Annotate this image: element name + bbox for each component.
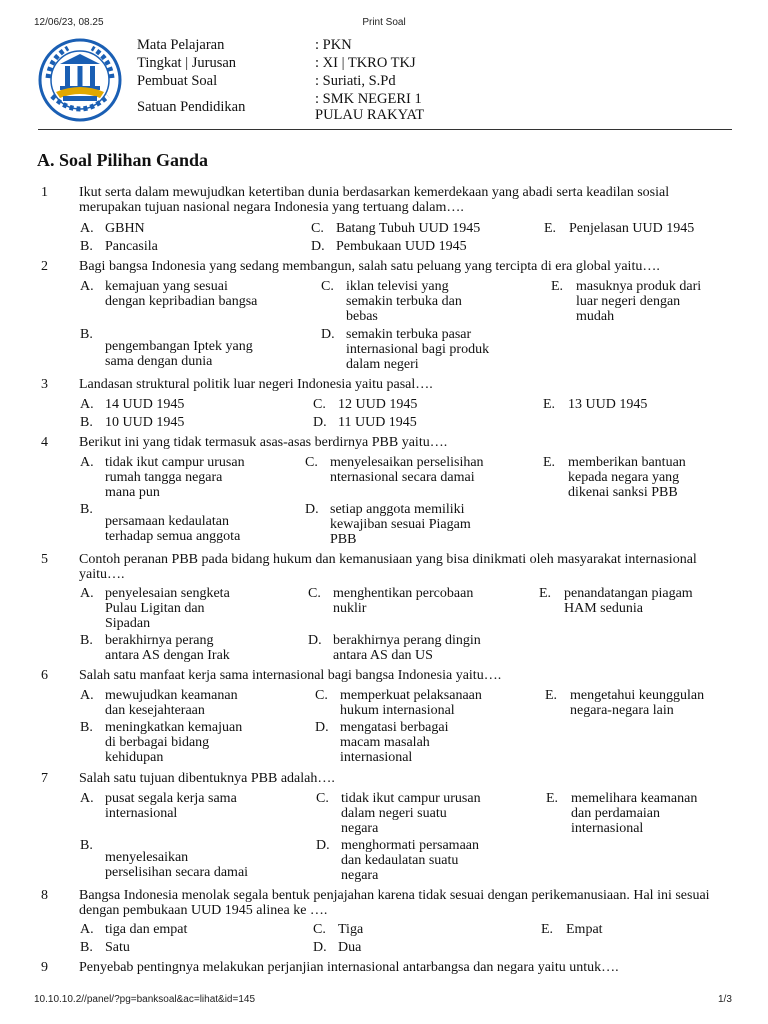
option-letter: A. [80,791,94,806]
question-number: 6 [41,668,48,683]
question-number: 1 [41,185,48,200]
option-text: mengatasi berbagai macam masalah internasional [340,720,449,765]
option-text: 11 UUD 1945 [338,415,417,430]
option-text: berakhirnya perang dingin antara AS dan US [333,633,481,663]
question-number: 7 [41,771,48,786]
option-letter: C. [311,221,324,236]
option-text: memberikan bantuan kepada negara yang dikenai sanksi PBB [568,455,686,500]
school-logo [38,38,122,122]
option-text: penandatangan piagam HAM sedunia [564,586,693,616]
question-text: Contoh peranan PBB pada bidang hukum dan kemanusiaan yang bisa dinikmati oleh masyarakat internasional yaitu…. [79,552,697,582]
option-letter: C. [315,688,328,703]
option-letter: C. [313,922,326,937]
info-label: Pembuat Soal [137,73,218,89]
page-number: 1/3 [718,994,732,1005]
option-letter: E. [541,922,554,937]
option-text: tiga dan empat [105,922,188,937]
option-text: memperkuat pelaksanaan hukum internasional [340,688,482,718]
option-text: Pembukaan UUD 1945 [336,239,467,254]
option-letter: A. [80,279,94,294]
option-letter: E. [551,279,564,294]
section-title: A. Soal Pilihan Ganda [37,150,209,170]
option-letter: B. [80,327,93,342]
option-text: semakin terbuka pasar internasional bagi produk dalam negeri [346,327,490,372]
option-letter: D. [308,633,322,648]
option-text: 10 UUD 1945 [105,415,185,430]
option-letter: B. [80,415,93,430]
option-text: Batang Tubuh UUD 1945 [336,221,481,236]
option-text: Pancasila [105,239,158,254]
option-text: menyelesaikan perselisihan secara damai [105,850,249,880]
info-row-subject [137,36,352,54]
option-letter: B. [80,239,93,254]
option-letter: B. [80,838,93,853]
option-letter: D. [313,415,327,430]
option-text: meningkatkan kemajuan di berbagai bidang kehidupan [105,720,243,765]
option-letter: B. [80,502,93,517]
question-number: 3 [41,377,48,392]
option-text: setiap anggota memiliki kewajiban sesuai Piagam PBB [330,502,471,547]
info-value: : XI | TKRO TKJ [315,55,416,71]
question-text: Salah satu manfaat kerja sama internasional bagi bangsa Indonesia yaitu…. [79,668,502,683]
option-text: tidak ikut campur urusan rumah tangga negara mana pun [105,455,245,500]
option-letter: E. [545,688,558,703]
option-letter: C. [316,791,329,806]
question-number: 5 [41,552,48,567]
option-letter: A. [80,397,94,412]
question-number: 4 [41,435,48,450]
option-letter: E. [539,586,552,601]
option-text: berakhirnya perang antara AS dengan Irak [105,633,230,663]
option-text: GBHN [105,221,145,236]
option-text: memelihara keamanan dan perdamaian internasional [571,791,698,836]
option-text: persamaan kedaulatan terhadap semua anggota [105,514,241,544]
option-text: tidak ikut campur urusan dalam negeri suatu negara [341,791,481,836]
option-text: pengembangan Iptek yang sama dengan dunia [105,339,253,369]
option-letter: D. [316,838,330,853]
option-text: 13 UUD 1945 [568,397,648,412]
info-value-school-1: : SMK NEGERI 1 [315,91,422,107]
question-text: Bangsa Indonesia menolak segala bentuk penjajahan karena tidak sesuai dengan perikemanusiaan. Hal ini sesuai dengan pembukaan UUD 1945 alinea ke …. [79,888,710,918]
option-text: pusat segala kerja sama internasional [105,791,237,821]
option-letter: A. [80,922,94,937]
option-letter: B. [80,940,93,955]
option-letter: E. [543,455,556,470]
info-value: : PKN [315,37,352,53]
option-text: 12 UUD 1945 [338,397,418,412]
info-row-author [137,72,396,90]
info-label: Satuan Pendidikan [137,99,246,115]
info-row-level [137,54,416,72]
option-letter: E. [544,221,557,236]
option-letter: A. [80,221,94,236]
option-letter: D. [305,502,319,517]
option-text: 14 UUD 1945 [105,397,185,412]
option-text: menyelesaikan perselisihan nternasional secara damai [330,455,484,485]
option-text: iklan televisi yang semakin terbuka dan bebas [346,279,462,324]
option-text: Penjelasan UUD 1945 [569,221,695,236]
option-letter: B. [80,633,93,648]
option-text: mewujudkan keamanan dan kesejahteraan [105,688,238,718]
option-letter: A. [80,688,94,703]
option-letter: D. [311,239,325,254]
option-text: menghormati persamaan dan kedaulatan suatu negara [341,838,480,883]
info-value: : Suriati, S.Pd [315,73,396,89]
print-title: Print Soal [362,17,406,28]
option-letter: C. [308,586,321,601]
option-text: Satu [105,940,130,955]
option-letter: C. [305,455,318,470]
option-text: mengetahui keunggulan negara-negara lain [570,688,705,718]
option-text: penyelesaian sengketa Pulau Ligitan dan Sipadan [105,586,230,631]
question-number: 2 [41,259,48,274]
info-label: Mata Pelajaran [137,37,225,53]
option-letter: A. [80,455,94,470]
option-text: Empat [566,922,603,937]
option-text: kemajuan yang sesuai dengan kepribadian bangsa [105,279,258,309]
question-text: Berikut ini yang tidak termasuk asas-asas berdirnya PBB yaitu…. [79,435,448,450]
option-text: masuknya produk dari luar negeri dengan mudah [576,279,702,324]
print-datetime: 12/06/23, 08.25 [34,17,104,28]
info-value-school-2: PULAU RAKYAT [315,107,425,123]
question-number: 8 [41,888,48,903]
question-text: Salah satu tujuan dibentuknya PBB adalah…. [79,771,335,786]
question-text: Penyebab pentingnya melakukan perjanjian internasional antarbangsa dan negara yaitu untuk…. [79,960,619,975]
question-text: Bagi bangsa Indonesia yang sedang membangun, salah satu peluang yang tercipta di era global yaitu…. [79,259,660,274]
option-letter: D. [321,327,335,342]
info-row-school [137,98,245,116]
info-label: Tingkat | Jurusan [137,55,237,71]
option-letter: D. [313,940,327,955]
print-url: 10.10.10.2//panel/?pg=banksoal&ac=lihat&id=145 [34,994,256,1005]
option-text: Tiga [338,922,364,937]
option-letter: C. [321,279,334,294]
question-text: Ikut serta dalam mewujudkan ketertiban dunia berdasarkan kemerdekaan yang abadi serta keadilan sosial merupakan tujuan nasional negara Indonesia yang tertuang dalam…. [79,185,670,215]
option-letter: D. [315,720,329,735]
question-text: Landasan struktural politik luar negeri Indonesia yaitu pasal…. [79,377,433,392]
option-text: Dua [338,940,362,955]
header-divider [38,129,732,130]
option-text: menghentikan percobaan nuklir [333,586,474,616]
option-letter: E. [543,397,556,412]
option-letter: E. [546,791,559,806]
option-letter: A. [80,586,94,601]
question-number: 9 [41,960,48,975]
option-letter: B. [80,720,93,735]
option-letter: C. [313,397,326,412]
